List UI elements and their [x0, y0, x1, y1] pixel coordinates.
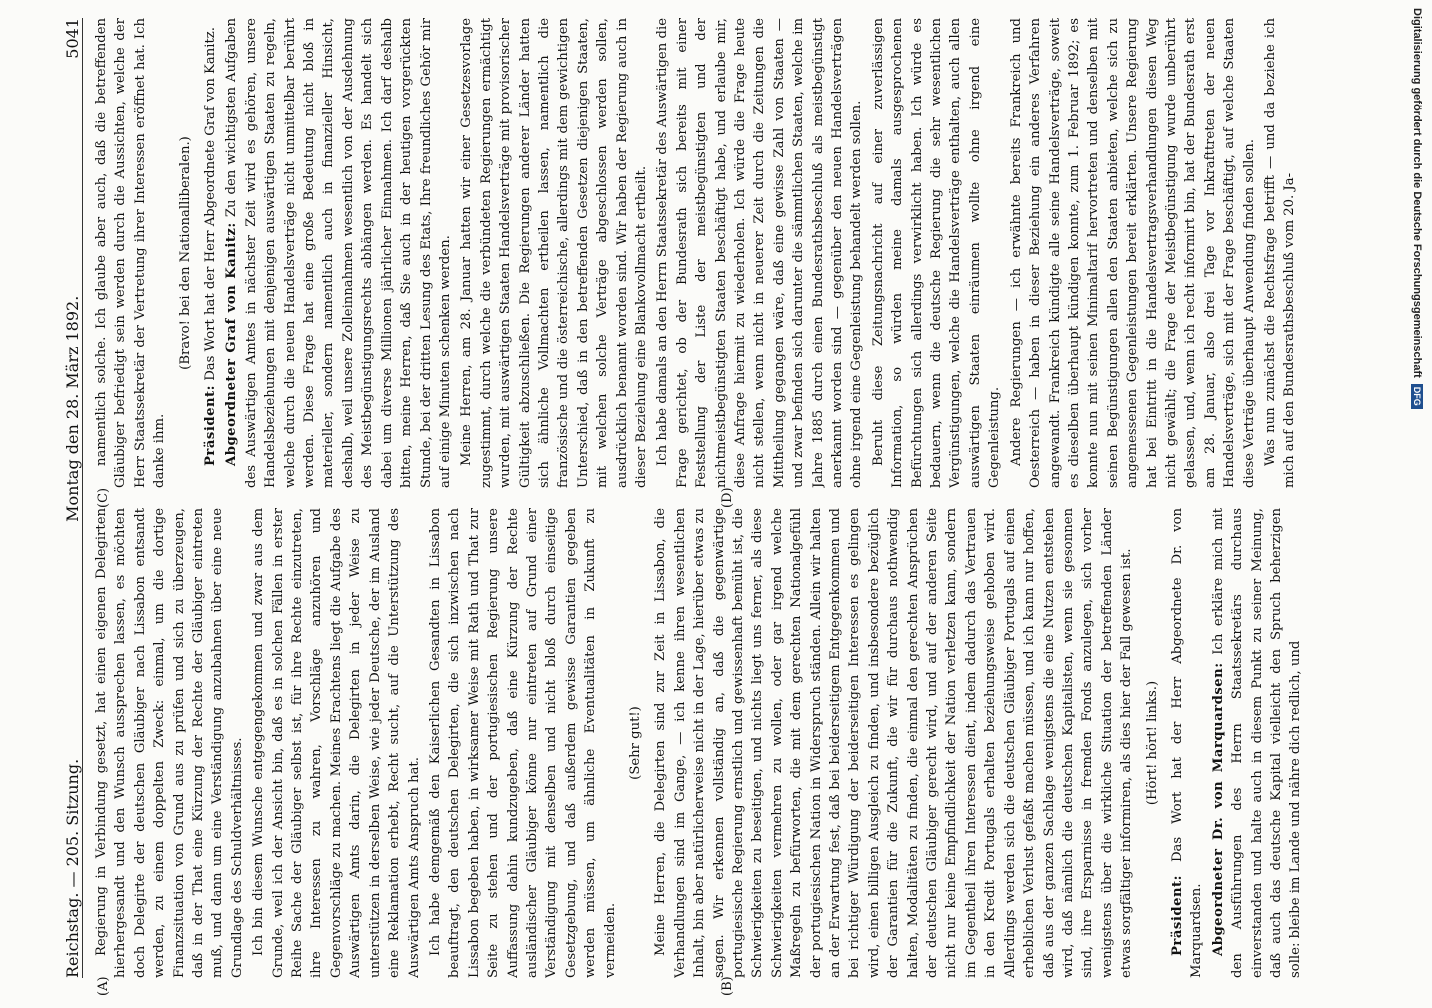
margin-mark-a: (A) [96, 976, 111, 996]
header-date: Montag den 28. März 1892. [63, 295, 82, 522]
margin-mark-d: (D) [720, 487, 735, 508]
speech-paragraph [222, 18, 455, 488]
speech-text: Das Wort hat der Herr Abgeordnete Dr. von Marquardsen. [1169, 508, 1205, 978]
text-paragraph: Regierung in Verbindung gesetzt, hat einen eigenen Delegirten hierhergesandt und den Wunsch aussprechen lassen, es möchten doch Delegirte der deutschen Gläubiger nach Lissabon entsandt werden, zu einem doppelten Zweck: einmal, um die dortige Finanzsituation von Grund aus zu prüfen und sich zu überzeugen, daß in der That eine Kürzung der Rechte der Gläubiger eintreten muß, und dann um eine Verständigung anzubahnen über eine neue Grundlage des Schuldverhältnisses. [94, 508, 245, 978]
margin-mark-c: (C) [96, 487, 111, 508]
interjection: (Sehr gut!) [627, 706, 643, 780]
text-paragraph: Meine Herren, die Delegirten sind zur Zeit in Lissabon, die Verhandlungen sind im Gange, — ich kenne ihren wesentlichen Inhalt, bin aber natürlicherweise nicht in der Lage, hierüber etwas zu sagen. Wir erkennen vollständig an, daß die gegenwärtige portugiesische Regierung ernstlich und gewissenhaft bemüht ist, die Schwierigkeiten zu beseitigen, und nichts liegt uns ferner, als diese Schwierigkeiten vermehren zu wollen, oder gar irgend welche Maßregeln zu befürworten, die mit dem gerechten Nationalgefühl der portugiesischen Nation in Widerspruch ständen. Allein wir halten an der Erwartung fest, daß bei beiderseitigem Entgegenkommen und bei richtiger Würdigung der beiderseitigen Interessen es gelingen wird, einen billigen Ausgleich zu finden, und insbesondere bezüglich der Garantien für die Zukunft, die wir für durchaus nothwendig halten, Modalitäten zu finden, die einmal den gerechten Ansprüchen der deutschen Gläubiger gerecht wird, und auf der anderen Seite nicht nur keine Empfindlichkeit der Nation verletzen kann, sondern im Gegentheil ihren Interessen dient, indem dadurch das Vertrauen in den Kredit Portugals erhalten beziehungsweise gehoben wird. Allerdings werden sich die deutschen Gläubiger Portugals auf einen erheblichen Verlust gefaßt machen müssen, und ich kann nur hoffen, daß aus der ganzen Sachlage wenigstens die eine Nutzen entstehen wird, daß nämlich die deutschen Kapitalisten, wenn sie gesonnen sind, ihre Ersparnisse in fremden Fonds anzulegen, sich vorher wenigstens über die wirkliche Situation der betreffenden Länder etwas sorgfältiger informiren, als dies hier der Fall gewesen ist. [653, 508, 1135, 978]
text-paragraph: Andere Regierungen — ich erwähnte bereits Frankreich und Oesterreich — haben in dieser Beziehung ein anderes Verfahren angewandt. Frankreich kündigte alle seine Handelsverträge, soweit es dieselben überhaupt kündigen konnte, zum 1. Februar 1892; es konnte nun mit seinen Minimaltarif hervortreten und denselben mit seinen Begünstigungen allen den Staaten anbieten, welche sich zu angemessenen Gegenleistungen bereit erklärten. Unsere Regierung hat bei Eintritt in die Handelsvertragsverhandlungen diesen Weg nicht gewählt; die Frage der Meistbegünstigung wurde unberührt gelassen, und, wenn ich recht informirt bin, hat der Bundesrath erst am 28. Januar, also drei Tage vor Inkrafttreten der neuen Handelsverträge, sich mit der Frage beschäftigt, auf welche Staaten diese Verträge überhaupt Anwendung finden sollen. [1008, 18, 1257, 488]
text-paragraph: Ich habe damals an den Herrn Staatssekretär des Auswärtigen die Frage gerichtet, ob der Bundesrath sich bereits mit einer Feststellung der Liste der meistbegünstigten und der nichtmeistbegünstigten Staaten beschäftigt habe, und erlaube mir, diese Anfrage hiermit zu wiederholen. Ich würde die Frage heute nicht stellen, wenn nicht in neuerer Zeit durch die Zeitungen die Mittheilung gegangen wäre, daß eine gewisse Zahl von Staaten — und zwar befinden sich darunter die sämmtlichen Staaten, welche im Jahre 1885 durch einen Bundesrathsbeschluß als meistbegünstigt anerkannt worden sind — gegenüber den neuen Handelsverträgen ohne irgend eine Gegenleistung behandelt werden sollen. [655, 18, 865, 488]
dfg-logo: DFG [1411, 384, 1423, 409]
speaker-name: Präsident: [203, 384, 219, 466]
column-right [92, 18, 1342, 488]
speech-text: Zu den wichtigsten Aufgaben des Auswärtigen Amtes in nächster Zeit wird es gehören, unsere Handelsbeziehungen mit denjenigen auswärtigen Staaten zu regeln, welche durch die neuen Handelsverträge nicht unmittelbar berührt werden. Diese Frage hat eine große Bedeutung nicht bloß in materieller, sondern namentlich auch in finanzieller Hinsicht, deshalb, weil unsere Zolleinnahmen wesentlich von der Ausdehnung des Meistbegünstigungsrechts abhängen werden. Es handelt sich dabei um diverse Millionen jährlicher Einnahmen. Ich darf deshalb bitten, meine Herren, daß Sie auch in der heutigen vorgerückten Stunde, bei der dritten Lesung des Etats, Ihre freundliches Gehör mir auf einige Minuten schenken werden. [224, 18, 453, 488]
text-paragraph: Beruht diese Zeitungsnachricht auf einer zuverlässigen Information, so würden meine damals ausgesprochenen Befürchtungen sich allerdings verwirklicht haben. Ich würde es bedauern, wenn die deutsche Regierung die sehr wesentlichen Vergünstigungen, welche die Handelsverträge enthalten, auch allen auswärtigen Staaten einräumen wollte ohne irgend eine Gegenleistung. [870, 18, 1003, 488]
column-left [92, 508, 1342, 978]
attribution-strip [1402, 0, 1432, 1000]
interjection: (Hört! hört! links.) [1144, 680, 1160, 806]
attribution-text: Digitalisierung gefördert durch die Deutsche Forschungsgemeinschaft [1411, 8, 1423, 378]
text-paragraph: Ich habe demgemäß den Kaiserlichen Gesandten in Lissabon beauftragt, den deutschen Delegirten, die sich inzwischen nach Lissabon begeben haben, in wirksamer Weise mit Rath und That zur Seite zu stehen und der portugiesischen Regierung unsere Auffassung dahin kundzugeben, daß eine Kürzung der Rechte ausländischer Gläubiger könne nur eintreten auf Grund einer Verständigung mit denselben und nicht bloß durch einseitige Gesetzgebung, und daß außerdem gewisse Garantien gegeben werden müssen, um ähnliche Eventualitäten in Zukunft zu vermeiden. [427, 508, 618, 978]
margin-mark-b: (B) [720, 976, 735, 996]
speaker-name: Präsident: [1169, 874, 1185, 956]
page-number: 5041 [63, 18, 82, 59]
text-paragraph: Ich bin diesem Wunsche entgegengekommen und zwar aus dem Grunde, weil ich der Ansicht bin, daß es in solchen Fällen in erster Reihe Sache der Gläubiger selbst ist, für ihre Rechte einzutreten, ihre Interessen zu wahren, Vorschläge anzuhören und Gegenvorschläge zu machen. Meines Erachtens liegt die Aufgabe des Auswärtigen Amts darin, die Delegirten in jeder Weise zu unterstützen in derselben Weise, wie jeder Deutsche, der im Ausland eine Reklamation erhebt, Recht sucht, auf die Unterstützung des Auswärtigen Amts Anspruch hat. [251, 508, 422, 978]
page-header [58, 18, 83, 978]
header-left: Reichstag. — 205. Sitzung. [63, 758, 82, 978]
speech-text: Das Wort hat der Herr Abgeordnete Graf von Kanitz. [203, 27, 219, 381]
text-paragraph: Meine Herren, am 28. Januar hatten wir einer Gesetzesvorlage zugestimmt, durch welche die verbündeten Regierungen ermächtigt wurden, mit auswärtigen Staaten Handelsverträge mit provisorischer Gültigkeit abzuschließen. Die Regierungen anderer Länder hatten sich ähnliche Vollmachten ertheilen lassen, namentlich die französische und die österreichische, allerdings mit dem gewichtigen Unterschied, daß in den betreffenden Gesetzen diejenigen Staaten, mit welchen solche Verträge abgeschlossen werden sollen, ausdrücklich benannt worden sind. Wir haben der Regierung auch in dieser Beziehung eine Blankovollmacht ertheilt. [459, 18, 649, 488]
speech-paragraph [1209, 508, 1306, 978]
text-paragraph: Was nun zunächst die Rechtsfrage betrifft — und da beziehe ich mich auf den Bundesrathsbeschluß vom 20. Ja- [1262, 18, 1298, 488]
speech-paragraph [1168, 508, 1207, 978]
speaker-name: Abgeordneter Dr. von Marquardsen: [1210, 662, 1226, 956]
text-paragraph: namentlich solche. Ich glaube aber auch, daß die betreffenden Gläubiger befriedigt sein werden durch die Aussichten, welche der Herr Staatssekretär der Vertretung ihrer Interessen eröffnet hat. Ich danke ihm. [94, 18, 168, 488]
speech-text: Ich erkläre mich mit den Ausführungen des Herrn Staatssekretärs durchaus einverstanden und halte auch in diesem Punkt zu seiner Meinung, daß auch das deutsche Kapital vielleicht den Spruch beherzigen solle: bleibe im Lande und nähre dich redlich, und [1210, 508, 1304, 978]
speaker-name: Abgeordneter Graf von Kanitz: [224, 222, 240, 466]
speech-paragraph [201, 18, 220, 488]
interjection: (Bravo! bei den Nationalliberalen.) [177, 136, 193, 370]
